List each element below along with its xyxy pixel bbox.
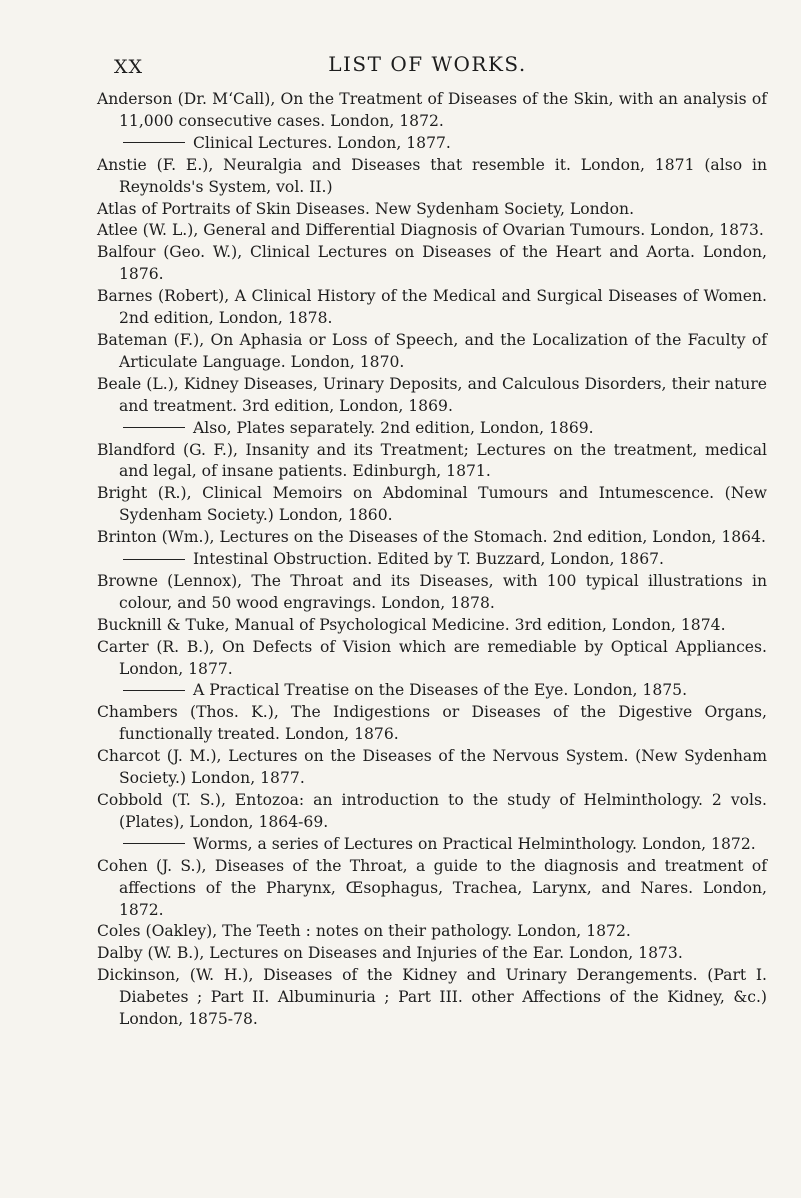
entry-text: Anstie (F. E.), Neuralgia and Diseases that resemble it. London, 1871 (also in Reynolds's System, vol. II.) (97, 155, 767, 196)
entry-text: Atlee (W. L.), General and Differential Diagnosis of Ovarian Tumours. London, 1873. (97, 221, 764, 240)
entry-text: Atlas of Portraits of Skin Diseases. New Sydenham Society, London. (97, 199, 635, 218)
list-item (97, 286, 767, 330)
entry-text: Cobbold (T. S.), Entozoa: an introduction to the study of Helminthology. 2 vols. (Plates), London, 1864-69. (97, 791, 767, 831)
list-item (97, 680, 767, 702)
entry-text: Charcot (J. M.), Lectures on the Diseases of the Nervous System. (New Sydenham Society.) London, 1877. (97, 747, 767, 788)
entry-text: Coles (Oakley), The Teeth : notes on their pathology. London, 1872. (97, 922, 631, 941)
ditto-rule (123, 559, 185, 560)
list-item (97, 133, 767, 155)
list-item (97, 374, 767, 418)
ditto-rule (123, 142, 185, 143)
entry-text: Balfour (Geo. W.), Clinical Lectures on Diseases of the Heart and Aorta. London, 1876. (97, 243, 767, 284)
entry-text: Intestinal Obstruction. Edited by T. Buzzard, London, 1867. (193, 550, 664, 569)
running-title: LIST OF WORKS. (328, 52, 527, 76)
entry-text: A Practical Treatise on the Diseases of the Eye. London, 1875. (193, 681, 688, 700)
entry-text: Chambers (Thos. K.), The Indigestions or Diseases of the Digestive Organs, functionally treated. London, 1876. (97, 703, 767, 744)
list-item (97, 943, 767, 965)
list-item (97, 330, 767, 374)
list-item (97, 440, 767, 484)
list-item (97, 483, 767, 527)
list-item (97, 790, 767, 834)
entry-text: Anderson (Dr. M‘Call), On the Treatment of Diseases of the Skin, with an analysis of 11,000 consecutive cases. London, 1872. (97, 90, 767, 130)
entry-text: Blandford (G. F.), Insanity and its Treatment; Lectures on the treatment, medical and legal, of insane patients. Edinburgh, 1871. (97, 440, 767, 481)
entry-text: Dalby (W. B.), Lectures on Diseases and Injuries of the Ear. London, 1873. (97, 944, 683, 963)
list-item (97, 637, 767, 681)
entry-text: Dickinson, (W. H.), Diseases of the Kidney and Urinary Derangements. (Part I. Diabetes ; Part II. Albuminuria ; Part III. other Affections of the Kidney, &c.) London, 1875-78. (97, 966, 767, 1029)
list-item (97, 199, 767, 221)
list-item (97, 615, 767, 637)
ditto-rule (123, 843, 185, 844)
entry-text: Clinical Lectures. London, 1877. (193, 133, 451, 152)
entry-text: Bateman (F.), On Aphasia or Loss of Speech, and the Localization of the Faculty of Articulate Language. London, 1870. (97, 330, 767, 371)
works-list (97, 89, 767, 1031)
page-header (114, 52, 741, 82)
list-item (97, 834, 767, 856)
entry-text: Browne (Lennox), The Throat and its Diseases, with 100 typical illustrations in colour, and 50 wood engravings. London, 1878. (97, 571, 767, 612)
ditto-rule (123, 427, 185, 428)
list-item (97, 220, 767, 242)
list-item (97, 921, 767, 943)
list-item (97, 549, 767, 571)
entry-text: Bright (R.), Clinical Memoirs on Abdominal Tumours and Intumescence. (New Sydenham Society.) London, 1860. (97, 484, 767, 525)
list-item (97, 89, 767, 133)
list-item (97, 155, 767, 199)
entry-text: Cohen (J. S.), Diseases of the Throat, a guide to the diagnosis and treatment of affections of the Pharynx, Œsophagus, Trachea, Larynx, and Nares. London, 1872. (97, 856, 767, 919)
entry-text: Barnes (Robert), A Clinical History of the Medical and Surgical Diseases of Women. 2nd edition, London, 1878. (97, 287, 767, 328)
page-number: XX (114, 56, 144, 78)
entry-text: Worms, a series of Lectures on Practical Helminthology. London, 1872. (193, 834, 756, 853)
list-item (97, 571, 767, 615)
list-item (97, 242, 767, 286)
list-item (97, 418, 767, 440)
list-item (97, 746, 767, 790)
list-item (97, 965, 767, 1031)
entry-text: Brinton (Wm.), Lectures on the Diseases of the Stomach. 2nd edition, London, 1864. (97, 528, 766, 547)
list-item (97, 856, 767, 922)
list-item (97, 527, 767, 549)
entry-text: Also, Plates separately. 2nd edition, London, 1869. (193, 418, 594, 437)
list-item (97, 702, 767, 746)
entry-text: Carter (R. B.), On Defects of Vision which are remediable by Optical Appliances. London, 1877. (97, 637, 767, 678)
entry-text: Bucknill & Tuke, Manual of Psychological Medicine. 3rd edition, London, 1874. (97, 615, 726, 634)
entry-text: Beale (L.), Kidney Diseases, Urinary Deposits, and Calculous Disorders, their nature and treatment. 3rd edition, London, 1869. (97, 374, 767, 415)
ditto-rule (123, 690, 185, 691)
